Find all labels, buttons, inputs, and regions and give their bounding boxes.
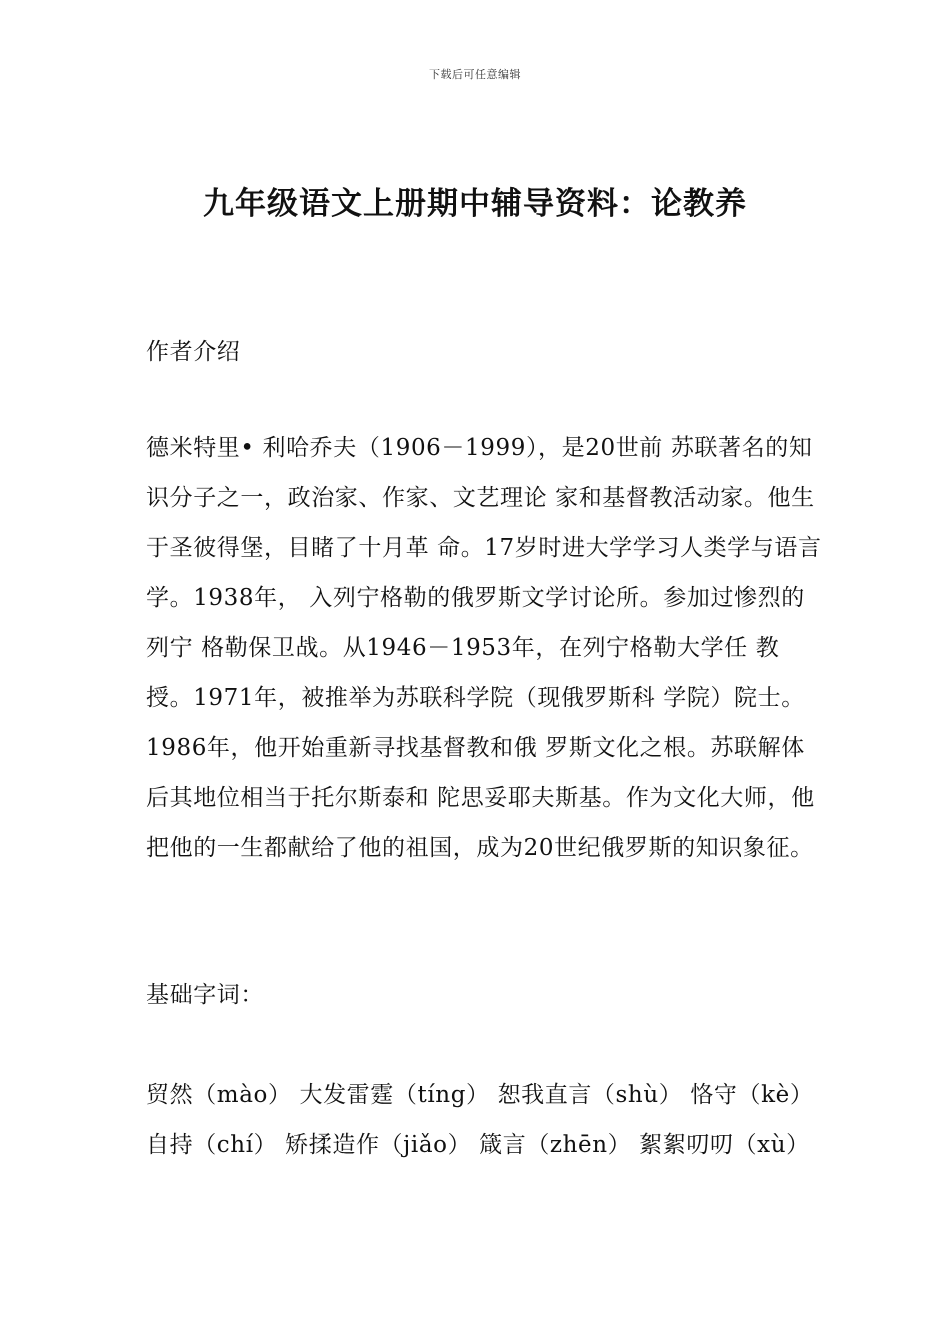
author-section-heading: 作者介绍 (146, 339, 241, 365)
vocab-list (146, 1070, 826, 1170)
author-bio-paragraph: 德米特里• 利哈乔夫（1906－1999），是20世前 苏联著名的知识分子之一，政治家、作家、文艺理论 家和基督教活动家。他生于圣彼得堡，目睹了十月革 命。17岁时进大学学习人类学与语言学。1938年， 入列宁格勒的俄罗斯文学讨论所。参加过惨烈的列宁 格勒保卫战。从1946－1953年，在列宁格勒大学任 教授。1971年，被推举为苏联科学院（现俄罗斯科 学院）院士。1986年，他开始重新寻找基督教和俄 罗斯文化之根。苏联解体后其地位相当于托尔斯泰和 陀思妥耶夫斯基。作为文化大师，他把他的一生都献给了他的祖国，成为20世纪俄罗斯的知识象征。 (146, 435, 822, 861)
header-note: 下载后可任意编辑 (429, 68, 521, 81)
vocab-section-heading: 基础字词： (146, 982, 264, 1008)
page-title: 九年级语文上册期中辅导资料：论教养 (203, 186, 747, 222)
vocab-paragraph: 贸然（mào） 大发雷霆（tíng） 恕我直言（shù） 恪守（kè） 自持（chí） 矫揉造作（jiǎo） 箴言（zhēn） 絮絮叨叨（xù） (146, 1082, 814, 1158)
author-bio (146, 423, 826, 873)
